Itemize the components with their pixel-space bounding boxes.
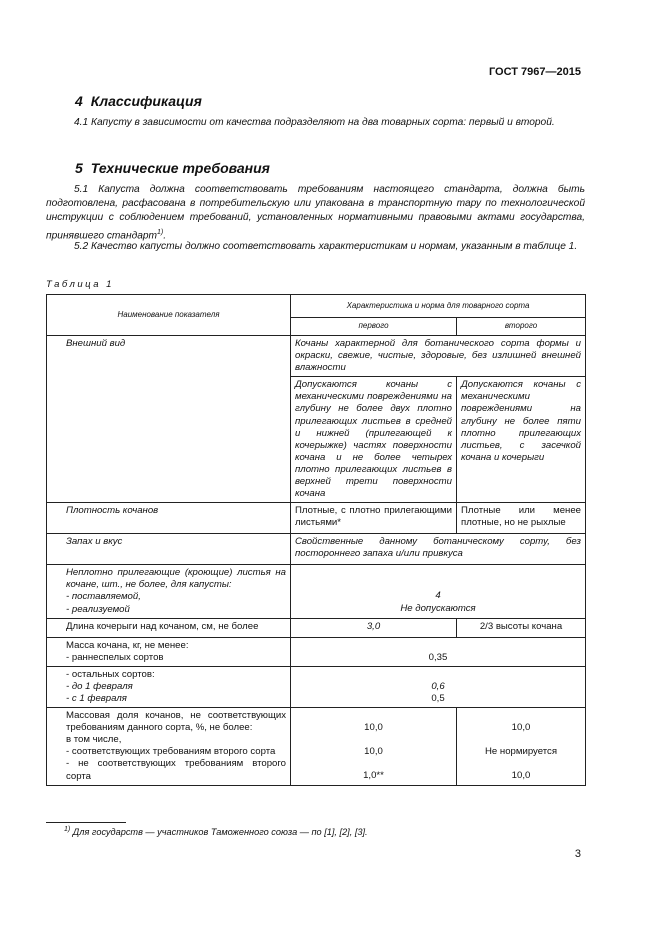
row-appearance-both: Кочаны характерной для ботанического сорта формы и окраски, свежие, чистые, здоровые, без излишней внешней влажности: [291, 336, 586, 377]
row-fraction-sub2: - не соответствующих требованиям второго сорта: [66, 758, 286, 782]
row-smell-name: Запах и вкус: [47, 534, 291, 565]
row-mass-after-value: 0,5: [431, 692, 445, 704]
row-appearance-first: Допускаются кочаны с механическими повреждениями на глубину не более двух плотно прилегающих листьев в средней и нижней (прилегающей к кочерыжке) частях поверхности кочана и не более четырех плотно прилегающих листьев в верхней трети поверхности кочана: [291, 377, 457, 503]
section-4-title: Классификация: [90, 93, 202, 109]
row-stump-name: Длина кочерыги над кочаном, см, не более: [47, 618, 291, 637]
header-first-grade: первого: [291, 318, 457, 336]
header-second-grade: второго: [457, 318, 586, 336]
row-mass-after-feb: - с 1 февраля: [66, 692, 127, 704]
footnote-ref: 1): [157, 228, 164, 236]
footnote-separator: [46, 822, 126, 823]
row-mass-early-value: 0,35: [291, 637, 586, 666]
row-mass-name: [47, 637, 291, 666]
row-leaves-sub2: - реализуемой: [66, 603, 130, 615]
paragraph-5-2: 5.2 Качество капусты должно соответствовать характеристикам и нормам, указанным в таблице 1.: [74, 241, 578, 252]
row-leaves-val2: Не допускаются: [400, 602, 476, 614]
row-leaves-val1: 4: [435, 590, 441, 602]
row-fraction-second-sub2: 10,0: [511, 770, 531, 782]
row-density-first: Плотные, с плотно прилегающими листьями*: [291, 503, 457, 534]
header-indicator: Наименование показателя: [47, 295, 291, 336]
row-fraction-label: Массовая доля кочанов, не соответствующих требованиям данного сорта, %, не более:: [66, 710, 286, 734]
row-leaves-sub1: - поставляемой,: [66, 591, 141, 603]
row-stump-first: 3,0: [291, 618, 457, 637]
row-density-name: Плотность кочанов: [47, 503, 291, 534]
row-fraction-second-sub1: Не нормируется: [484, 746, 558, 758]
table-row: [47, 534, 586, 565]
row-appearance-second: Допускаются кочаны с механическими повреждениями на глубину не более пяти плотно прилегающих листьев, с засечкой кочана и кочерыги: [457, 377, 586, 503]
row-fraction-name: [47, 708, 291, 786]
row-fraction-incl: в том числе,: [66, 734, 122, 746]
section-5-heading: [75, 160, 270, 176]
row-fraction-second: [457, 708, 586, 786]
row-fraction-second-total: 10,0: [511, 722, 531, 734]
section-4-number: 4: [75, 93, 83, 109]
row-smell-both: Свойственные данному ботаническому сорту, без постороннего запаха и/или привкуса: [291, 534, 586, 565]
section-5-number: 5: [75, 160, 83, 176]
row-leaves-name: [47, 565, 291, 618]
row-mass-before-value: 0,6: [431, 680, 445, 692]
row-appearance-name: Внешний вид: [47, 336, 291, 503]
table-row: [47, 666, 586, 707]
row-leaves-label: Неплотно прилегающие (кроющие) листья на кочане, шт., не более, для капусты:: [66, 567, 286, 591]
row-fraction-first-total: 10,0: [364, 722, 383, 734]
row-mass-other: - остальных сортов:: [66, 668, 155, 680]
row-density-second: Плотные или менее плотные, но не рыхлые: [457, 503, 586, 534]
section-4-heading: [75, 93, 202, 109]
row-fraction-first: [291, 708, 457, 786]
paragraph-5-1: [46, 183, 585, 243]
page-number: 3: [574, 848, 581, 860]
paragraph-5-1-text: 5.1 Капуста должна соответствовать требованиям настоящего стандарта, должна быть подготовлена, расфасована в потребительскую или упакована в транспортную тару по технологической инструкции с соблюдением требований, установленных нормативными правовыми актами государства, принявшего стандарт: [46, 184, 585, 241]
footnote: [64, 826, 368, 837]
table-row: [47, 637, 586, 666]
table-row: [47, 708, 586, 786]
row-mass-label: Масса кочана, кг, не менее:: [66, 639, 189, 651]
paragraph-5-1-end: .: [163, 230, 167, 241]
row-fraction-first-sub2: 1,0**: [363, 770, 384, 782]
table-caption: Таблица 1: [46, 279, 114, 290]
row-mass-early: - раннеспелых сортов: [66, 651, 164, 663]
table-row: [47, 565, 586, 618]
table-row: [47, 336, 586, 377]
header-norm: Характеристика и норма для товарного сорта: [291, 295, 586, 318]
row-fraction-first-sub1: 10,0: [364, 746, 383, 758]
paragraph-4-1: 4.1 Капусту в зависимости от качества подразделяют на два товарных сорта: первый и второй.: [74, 117, 555, 128]
table-row: [47, 503, 586, 534]
standard-header: ГОСТ 7967—2015: [488, 66, 581, 78]
row-fraction-sub1: - соответствующих требованиям второго сорта: [66, 746, 276, 758]
row-leaves-values: [291, 565, 586, 618]
row-mass-before-feb: - до 1 февраля: [66, 680, 133, 692]
row-mass-other-values: [291, 666, 586, 707]
table-header-row: [47, 295, 586, 318]
row-mass-other-name: [47, 666, 291, 707]
quality-table: [46, 294, 586, 786]
section-5-title: Технические требования: [90, 160, 270, 176]
footnote-mark: 1): [64, 826, 71, 833]
footnote-text: Для государств — участников Таможенного союза — по [1], [2], [3].: [72, 827, 368, 838]
row-stump-second: 2/3 высоты кочана: [457, 618, 586, 637]
table-row: [47, 618, 586, 637]
